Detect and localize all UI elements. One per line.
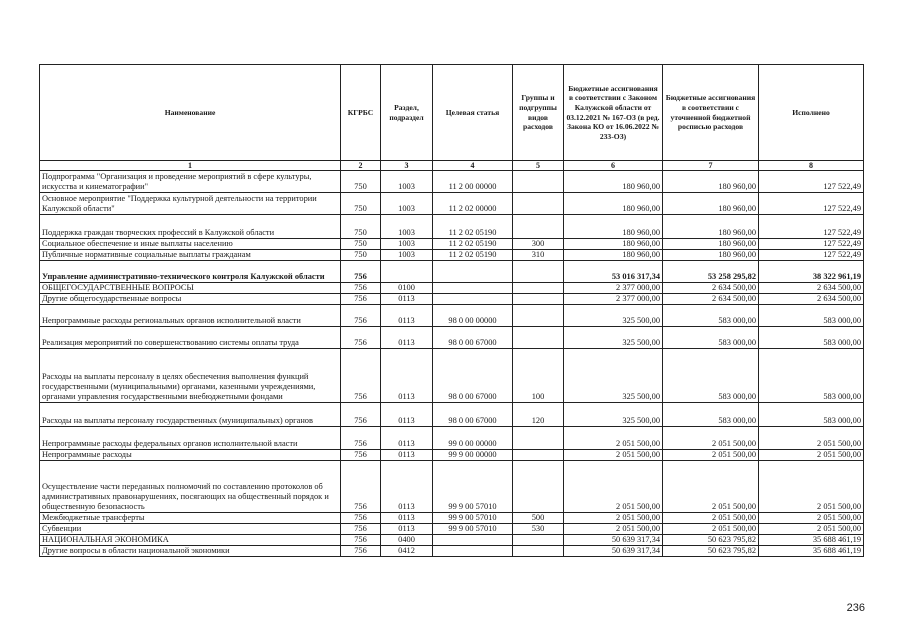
row-law-amount: 2 051 500,00 <box>564 450 663 461</box>
row-group <box>513 450 564 461</box>
row-name: ОБЩЕГОСУДАРСТВЕННЫЕ ВОПРОСЫ <box>40 283 341 294</box>
row-executed-amount: 127 522,49 <box>759 193 864 215</box>
row-executed-amount: 127 522,49 <box>759 215 864 239</box>
row-section: 1003 <box>381 215 433 239</box>
row-refined-amount: 180 960,00 <box>663 215 759 239</box>
row-target <box>433 283 513 294</box>
row-name: Подпрограмма "Организация и проведение мероприятий в сфере культуры, искусства и кинематографии" <box>40 171 341 193</box>
row-section: 0113 <box>381 450 433 461</box>
row-name: Поддержка граждан творческих профессий в Калужской области <box>40 215 341 239</box>
row-name: Социальное обеспечение и иные выплаты населению <box>40 239 341 250</box>
row-kgrbs: 756 <box>341 524 381 535</box>
row-group: 530 <box>513 524 564 535</box>
row-group: 310 <box>513 250 564 261</box>
table-row <box>40 524 864 535</box>
row-target: 98 0 00 67000 <box>433 327 513 349</box>
row-law-amount: 180 960,00 <box>564 215 663 239</box>
row-section: 0113 <box>381 513 433 524</box>
row-executed-amount: 127 522,49 <box>759 171 864 193</box>
column-number: 3 <box>381 161 433 171</box>
row-name: НАЦИОНАЛЬНАЯ ЭКОНОМИКА <box>40 535 341 546</box>
row-name: Осуществление части переданных полномочий по составлению протоколов об административных правонарушениях, посягающих на общественный порядок и общественную безопасность <box>40 461 341 513</box>
row-section: 0113 <box>381 403 433 427</box>
row-refined-amount: 2 051 500,00 <box>663 524 759 535</box>
row-section: 0113 <box>381 327 433 349</box>
row-refined-amount: 50 623 795,82 <box>663 535 759 546</box>
row-refined-amount: 180 960,00 <box>663 239 759 250</box>
row-section: 0113 <box>381 305 433 327</box>
row-kgrbs: 750 <box>341 193 381 215</box>
table-row <box>40 546 864 557</box>
row-law-amount: 325 500,00 <box>564 305 663 327</box>
row-section: 0100 <box>381 283 433 294</box>
table-row <box>40 450 864 461</box>
row-kgrbs: 756 <box>341 305 381 327</box>
row-kgrbs: 750 <box>341 239 381 250</box>
row-kgrbs: 750 <box>341 250 381 261</box>
row-executed-amount: 2 051 500,00 <box>759 450 864 461</box>
row-target: 11 2 00 00000 <box>433 171 513 193</box>
row-group <box>513 283 564 294</box>
column-number: 8 <box>759 161 864 171</box>
row-executed-amount: 583 000,00 <box>759 403 864 427</box>
row-name: Расходы на выплаты персоналу в целях обеспечения выполнения функций государственными (муниципальными) органами, казенными учреждениями, органами управления государственными внебюджетными фондами <box>40 349 341 403</box>
row-law-amount: 50 639 317,34 <box>564 546 663 557</box>
row-group <box>513 461 564 513</box>
row-group: 300 <box>513 239 564 250</box>
row-law-amount: 180 960,00 <box>564 171 663 193</box>
table-row <box>40 513 864 524</box>
row-law-amount: 2 051 500,00 <box>564 524 663 535</box>
budget-table <box>39 64 864 557</box>
row-law-amount: 2 377 000,00 <box>564 294 663 305</box>
row-refined-amount: 53 258 295,82 <box>663 261 759 283</box>
row-refined-amount: 180 960,00 <box>663 171 759 193</box>
row-law-amount: 2 051 500,00 <box>564 513 663 524</box>
row-group <box>513 427 564 450</box>
row-executed-amount: 2 634 500,00 <box>759 283 864 294</box>
row-section: 0113 <box>381 427 433 450</box>
row-refined-amount: 2 051 500,00 <box>663 427 759 450</box>
row-refined-amount: 50 623 795,82 <box>663 546 759 557</box>
table-row <box>40 294 864 305</box>
row-target: 99 9 00 57010 <box>433 461 513 513</box>
row-group <box>513 215 564 239</box>
table-row <box>40 403 864 427</box>
row-refined-amount: 2 051 500,00 <box>663 513 759 524</box>
column-number: 1 <box>40 161 341 171</box>
row-name: Другие вопросы в области национальной экономики <box>40 546 341 557</box>
row-target: 99 9 00 00000 <box>433 450 513 461</box>
row-executed-amount: 2 051 500,00 <box>759 461 864 513</box>
row-executed-amount: 2 634 500,00 <box>759 294 864 305</box>
row-group <box>513 294 564 305</box>
table-row <box>40 461 864 513</box>
row-kgrbs: 756 <box>341 403 381 427</box>
row-name: Непрограммные расходы <box>40 450 341 461</box>
row-target: 11 2 02 05190 <box>433 250 513 261</box>
row-kgrbs: 756 <box>341 349 381 403</box>
row-refined-amount: 180 960,00 <box>663 193 759 215</box>
row-law-amount: 325 500,00 <box>564 349 663 403</box>
row-group <box>513 193 564 215</box>
row-group: 100 <box>513 349 564 403</box>
table-row <box>40 349 864 403</box>
row-target <box>433 535 513 546</box>
row-executed-amount: 127 522,49 <box>759 250 864 261</box>
row-law-amount: 180 960,00 <box>564 239 663 250</box>
header-name: Наименование <box>40 65 341 161</box>
table-row <box>40 250 864 261</box>
column-number: 6 <box>564 161 663 171</box>
row-kgrbs: 756 <box>341 327 381 349</box>
row-kgrbs: 756 <box>341 427 381 450</box>
row-section: 0400 <box>381 535 433 546</box>
header-refined-allocations: Бюджетные ассигнования в соответствии с уточненной бюджетной росписью расходов <box>663 65 759 161</box>
row-group <box>513 261 564 283</box>
row-law-amount: 2 051 500,00 <box>564 427 663 450</box>
row-refined-amount: 180 960,00 <box>663 250 759 261</box>
header-row <box>40 65 864 161</box>
row-kgrbs: 756 <box>341 283 381 294</box>
row-section: 0113 <box>381 524 433 535</box>
column-number: 7 <box>663 161 759 171</box>
header-groups: Группы и подгруппы видов расходов <box>513 65 564 161</box>
row-kgrbs: 756 <box>341 261 381 283</box>
row-section <box>381 261 433 283</box>
row-section: 0412 <box>381 546 433 557</box>
row-section: 1003 <box>381 250 433 261</box>
row-refined-amount: 2 634 500,00 <box>663 294 759 305</box>
row-group: 120 <box>513 403 564 427</box>
table-row <box>40 535 864 546</box>
table-row <box>40 283 864 294</box>
row-group: 500 <box>513 513 564 524</box>
row-refined-amount: 2 051 500,00 <box>663 461 759 513</box>
row-name: Субвенции <box>40 524 341 535</box>
row-section: 1003 <box>381 193 433 215</box>
row-executed-amount: 35 688 461,19 <box>759 546 864 557</box>
table-row <box>40 305 864 327</box>
row-refined-amount: 583 000,00 <box>663 403 759 427</box>
row-kgrbs: 756 <box>341 450 381 461</box>
table-row <box>40 171 864 193</box>
row-executed-amount: 38 322 961,19 <box>759 261 864 283</box>
row-target: 99 9 00 57010 <box>433 524 513 535</box>
row-name: Публичные нормативные социальные выплаты гражданам <box>40 250 341 261</box>
table-row <box>40 215 864 239</box>
row-target <box>433 546 513 557</box>
row-target <box>433 294 513 305</box>
header-law-allocations: Бюджетные ассигнования в соответствии с Законом Калужской области от 03.12.2021 № 167-ОЗ (в ред. Закона КО от 16.06.2022 № 233-ОЗ) <box>564 65 663 161</box>
table-row <box>40 261 864 283</box>
row-executed-amount: 35 688 461,19 <box>759 535 864 546</box>
row-target: 98 0 00 00000 <box>433 305 513 327</box>
row-group <box>513 546 564 557</box>
row-section: 0113 <box>381 349 433 403</box>
column-number: 2 <box>341 161 381 171</box>
row-target <box>433 261 513 283</box>
row-section: 1003 <box>381 239 433 250</box>
row-kgrbs: 756 <box>341 461 381 513</box>
row-target: 11 2 02 05190 <box>433 215 513 239</box>
row-refined-amount: 583 000,00 <box>663 327 759 349</box>
header-kgrbs: КГРБС <box>341 65 381 161</box>
table-row <box>40 239 864 250</box>
row-law-amount: 180 960,00 <box>564 193 663 215</box>
row-law-amount: 53 016 317,34 <box>564 261 663 283</box>
row-refined-amount: 583 000,00 <box>663 305 759 327</box>
row-group <box>513 535 564 546</box>
row-executed-amount: 2 051 500,00 <box>759 427 864 450</box>
row-refined-amount: 2 051 500,00 <box>663 450 759 461</box>
row-refined-amount: 2 634 500,00 <box>663 283 759 294</box>
row-kgrbs: 756 <box>341 294 381 305</box>
row-refined-amount: 583 000,00 <box>663 349 759 403</box>
row-executed-amount: 2 051 500,00 <box>759 524 864 535</box>
row-section: 0113 <box>381 461 433 513</box>
row-law-amount: 2 377 000,00 <box>564 283 663 294</box>
row-target: 98 0 00 67000 <box>433 403 513 427</box>
row-kgrbs: 756 <box>341 513 381 524</box>
row-group <box>513 327 564 349</box>
table-row <box>40 427 864 450</box>
row-name: Межбюджетные трансферты <box>40 513 341 524</box>
row-section: 0113 <box>381 294 433 305</box>
table-row <box>40 193 864 215</box>
row-name: Основное мероприятие "Поддержка культурной деятельности на территории Калужской области" <box>40 193 341 215</box>
column-number: 5 <box>513 161 564 171</box>
row-target: 98 0 00 67000 <box>433 349 513 403</box>
row-name: Непрограммные расходы региональных органов исполнительной власти <box>40 305 341 327</box>
row-target: 11 2 02 00000 <box>433 193 513 215</box>
row-executed-amount: 583 000,00 <box>759 327 864 349</box>
row-name: Управление административно-технического контроля Калужской области <box>40 261 341 283</box>
column-number: 4 <box>433 161 513 171</box>
row-executed-amount: 2 051 500,00 <box>759 513 864 524</box>
row-name: Другие общегосударственные вопросы <box>40 294 341 305</box>
row-group <box>513 171 564 193</box>
row-target: 11 2 02 05190 <box>433 239 513 250</box>
table-row <box>40 327 864 349</box>
row-group <box>513 305 564 327</box>
row-law-amount: 325 500,00 <box>564 403 663 427</box>
row-kgrbs: 750 <box>341 171 381 193</box>
row-executed-amount: 583 000,00 <box>759 349 864 403</box>
row-law-amount: 50 639 317,34 <box>564 535 663 546</box>
row-executed-amount: 583 000,00 <box>759 305 864 327</box>
column-number-row <box>40 161 864 171</box>
row-target: 99 0 00 00000 <box>433 427 513 450</box>
row-target: 99 9 00 57010 <box>433 513 513 524</box>
row-law-amount: 180 960,00 <box>564 250 663 261</box>
row-section: 1003 <box>381 171 433 193</box>
row-kgrbs: 750 <box>341 215 381 239</box>
row-kgrbs: 756 <box>341 535 381 546</box>
header-executed: Исполнено <box>759 65 864 161</box>
row-name: Непрограммные расходы федеральных органов исполнительной власти <box>40 427 341 450</box>
header-section: Раздел, подраздел <box>381 65 433 161</box>
page-number: 236 <box>846 602 865 614</box>
row-law-amount: 2 051 500,00 <box>564 461 663 513</box>
row-executed-amount: 127 522,49 <box>759 239 864 250</box>
row-law-amount: 325 500,00 <box>564 327 663 349</box>
row-kgrbs: 756 <box>341 546 381 557</box>
row-name: Расходы на выплаты персоналу государственных (муниципальных) органов <box>40 403 341 427</box>
header-target: Целевая статья <box>433 65 513 161</box>
row-name: Реализация мероприятий по совершенствованию системы оплаты труда <box>40 327 341 349</box>
